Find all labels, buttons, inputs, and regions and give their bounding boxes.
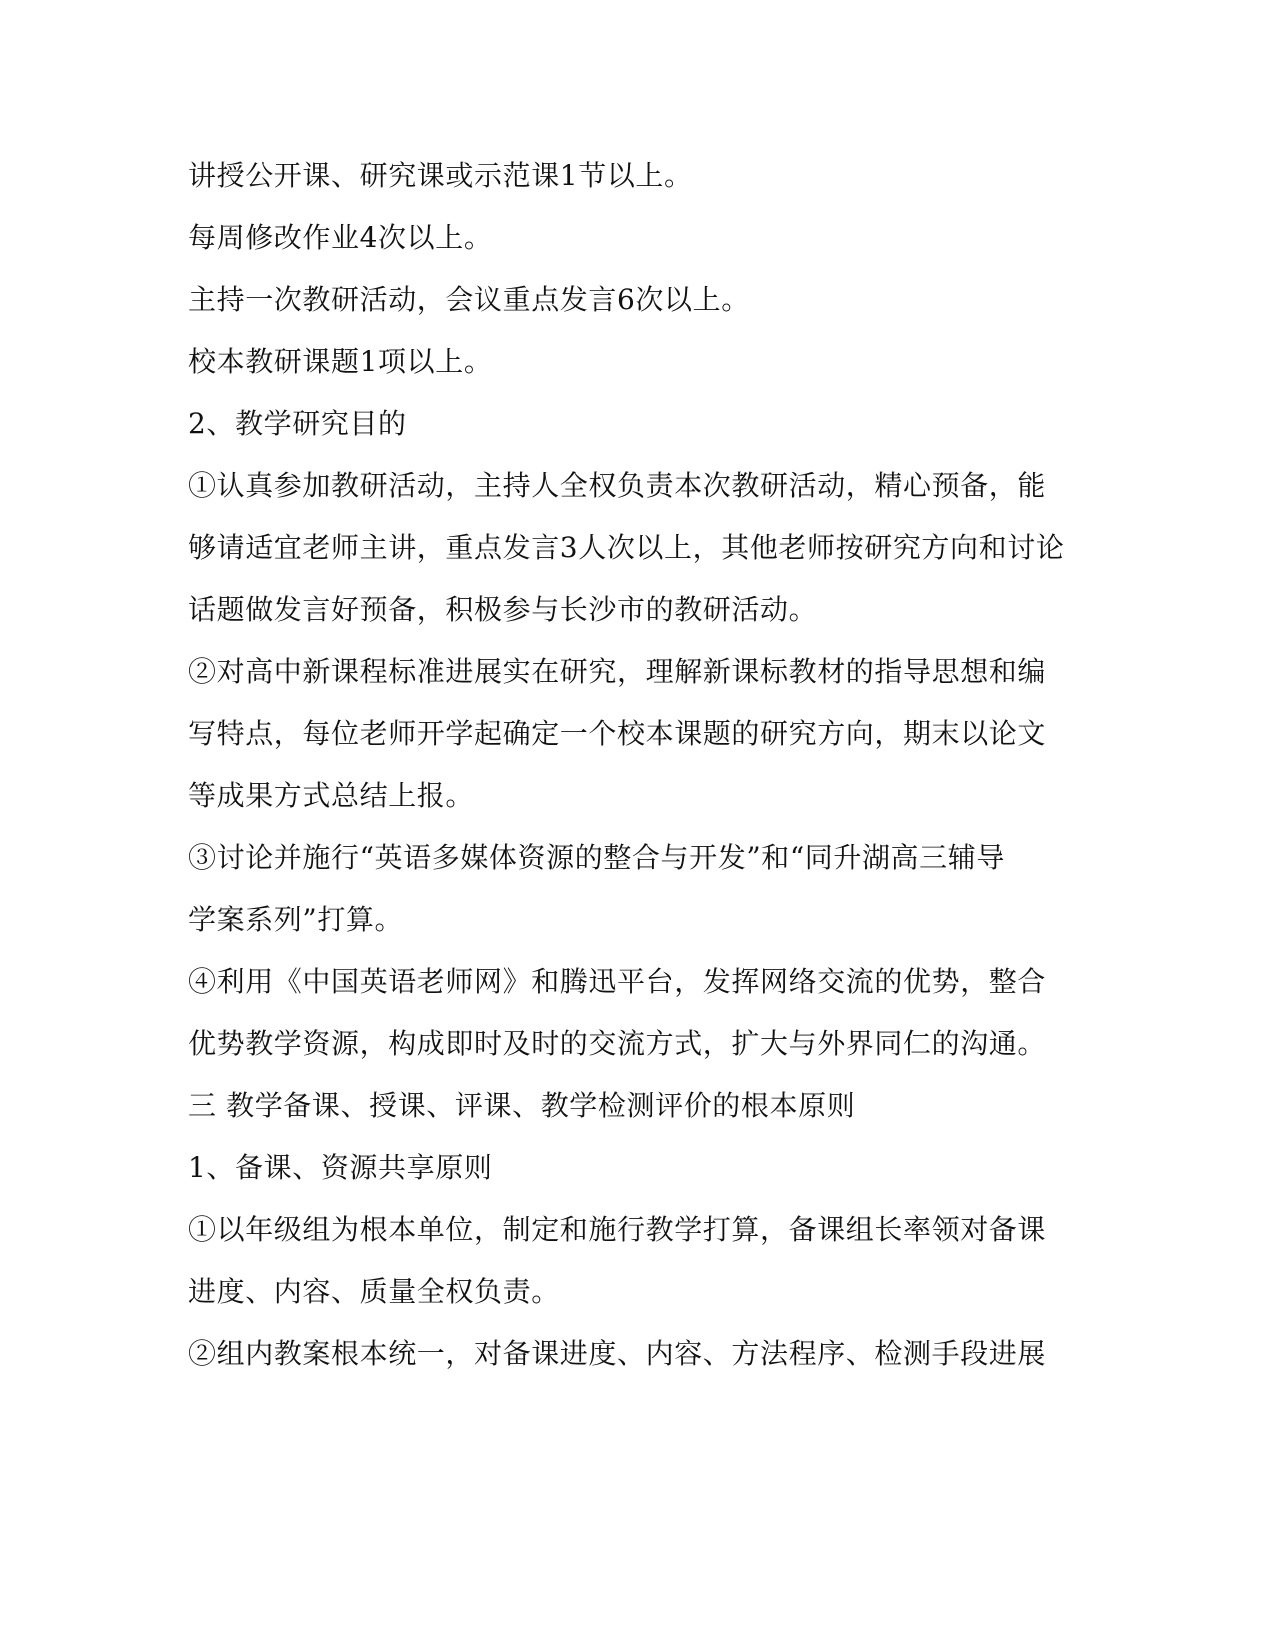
text-line: ④利用《中国英语老师网》和腾迅平台，发挥网络交流的优势，整合	[188, 965, 1047, 998]
text-line: 进度、内容、质量全权负责。	[188, 1275, 560, 1308]
text-line: 话题做发言好预备，积极参与长沙市的教研活动。	[188, 593, 818, 626]
text-line: ②组内教案根本统一，对备课进度、内容、方法程序、检测手段进展	[188, 1337, 1047, 1370]
text-line: ①认真参加教研活动，主持人全权负责本次教研活动，精心预备，能	[188, 469, 1047, 502]
text-line: 每周修改作业4次以上。	[188, 221, 493, 254]
text-line: 够请适宜老师主讲，重点发言3人次以上，其他老师按研究方向和讨论	[188, 531, 1065, 564]
text-line: ③讨论并施行“英语多媒体资源的整合与开发”和“同升湖高三辅导	[188, 841, 1005, 874]
text-line: 学案系列”打算。	[188, 903, 404, 936]
text-line: 主持一次教研活动，会议重点发言6次以上。	[188, 283, 750, 316]
section-heading: 1、备课、资源共享原则	[188, 1151, 493, 1184]
text-line: 校本教研课题1项以上。	[188, 345, 493, 378]
section-heading: 2、教学研究目的	[188, 407, 407, 440]
text-line: ①以年级组为根本单位，制定和施行教学打算，备课组长率领对备课	[188, 1213, 1047, 1246]
text-line: 优势教学资源，构成即时及时的交流方式，扩大与外界同仁的沟通。	[188, 1027, 1047, 1060]
text-line: 等成果方式总结上报。	[188, 779, 475, 812]
section-heading: 三 教学备课、授课、评课、教学检测评价的根本原则	[188, 1089, 856, 1122]
text-line: 写特点，每位老师开学起确定一个校本课题的研究方向，期末以论文	[188, 717, 1047, 750]
text-line: 讲授公开课、研究课或示范课1节以上。	[188, 159, 693, 192]
text-line: ②对高中新课程标准进展实在研究，理解新课标教材的指导思想和编	[188, 655, 1047, 688]
